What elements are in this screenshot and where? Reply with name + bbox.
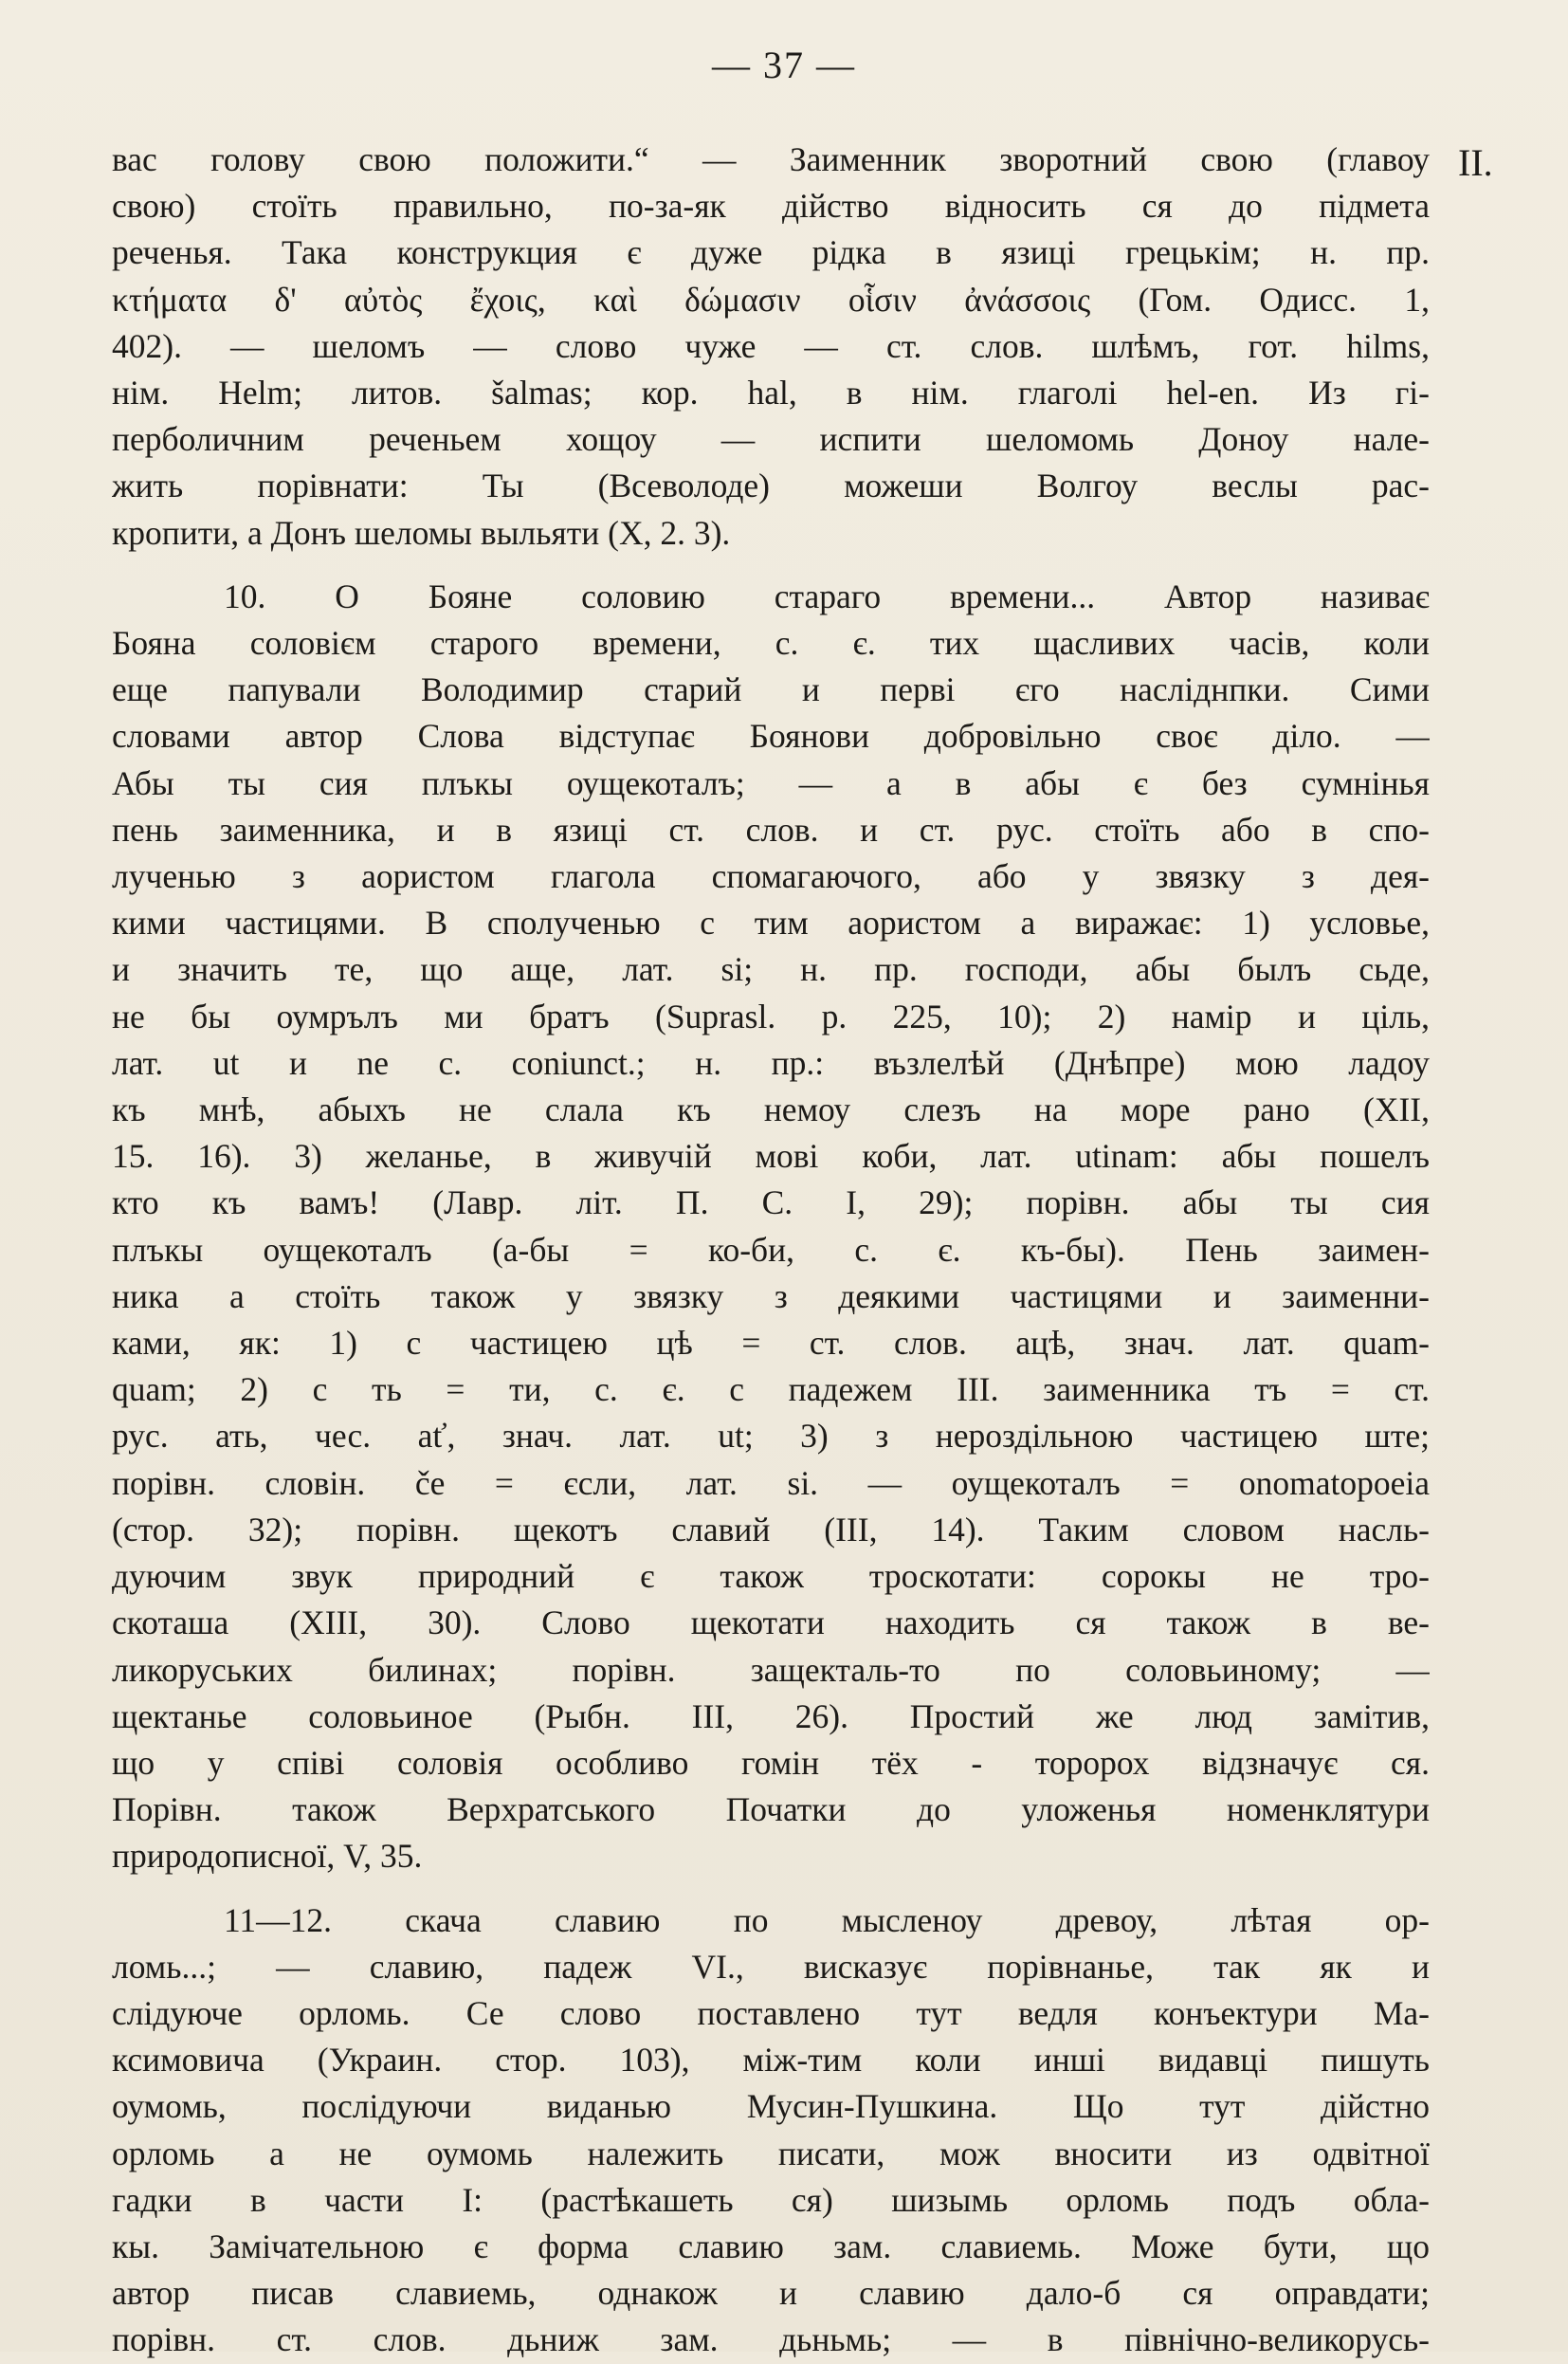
text-line: жить порівнати: Ты (Всеволоде) можеши Волгоу веслы рас- [112, 467, 1430, 505]
text-line: свою) стоїть правильно, по-за-як дійство відносить ся до підмета [112, 187, 1430, 226]
text-line: вас голову свою положити.“ — Заименник зворотний свою (главоу [112, 140, 1430, 178]
text-line: лученью з аористом глагола спомагаючого, або у звязку з дея- [112, 857, 1430, 896]
margin-note: II. [1458, 141, 1493, 184]
paragraph-2 [112, 574, 1430, 1880]
text-line: не бы оумрълъ ми братъ (Suprasl. p. 225, 10); 2) намір и ціль, [112, 997, 1430, 1035]
page-number: — 37 — [712, 44, 856, 86]
text-line: ликоруських билинах; порівн. защекталь-то по соловьиному; — [112, 1650, 1430, 1689]
text-line: 10. О Бояне соловию стараго времени... Автор називає [224, 577, 1430, 615]
text-line: Бояна соловієм старого времени, с. є. тих щасливих часів, коли [112, 624, 1430, 663]
text-line: 15. 16). 3) желанье, в живучій мові коби, лат. utinam: абы пошелъ [112, 1137, 1430, 1176]
text-line: слідуюче орломь. Се слово поставлено тут ведля конъектури Ма- [112, 1993, 1430, 2032]
text-line: лат. ut и ne c. coniunct.; н. пр.: възлелѣй (Днѣпре) мою ладоу [112, 1043, 1430, 1082]
text-line: оумомь, послідуючи виданью Мусин-Пушкина. Що тут дійстно [112, 2087, 1430, 2126]
text-line: дуючим звук природний є також троскотати: сорокы не тро- [112, 1557, 1430, 1596]
text-line: еще папували Володимир старий и перві єго насліднпки. Сими [112, 670, 1430, 709]
text-line: кто къ вамъ! (Лавр. літ. П. С. I, 29); порівн. абы ты сия [112, 1183, 1430, 1222]
text-line: пень заименника, и в язиці ст. слов. и ст. рус. стоїть або в спо- [112, 810, 1430, 849]
text-line: щектанье соловьиное (Рыбн. III, 26). Простий же люд замітив, [112, 1696, 1430, 1735]
paragraph-3 [112, 1897, 1430, 2364]
text-line: скоташа (XIII, 30). Слово щекотати находить ся також в ве- [112, 1603, 1430, 1642]
text-line: Порівн. також Верхратського Початки до уложенья номенклятури [112, 1790, 1430, 1829]
text-line: κτήματα δ' αὐτὸς ἔχοις, καὶ δώμασιν οἷσιν ἀνάσσοις (Гом. Одисс. 1, [112, 280, 1430, 319]
text-line: що у співі соловія особливо гомін тёх - торорох відзначує ся. [112, 1743, 1430, 1782]
text-line: 11—12. скача славию по мысленоу древоу, лѣтая ор- [224, 1900, 1430, 1939]
text-line: рус. ать, чес. ať, знач. лат. ut; 3) з нероздільною частицею ште; [112, 1417, 1430, 1456]
text-line: автор писав славиемь, однакож и славию дало-б ся оправдати; [112, 2274, 1430, 2313]
body-text [112, 137, 1430, 2364]
text-line: кими частицями. В сполученью с тим аористом а виражає: 1) условье, [112, 904, 1430, 943]
text-line: порівн. ст. слов. дьниж зам. дьньмь; — в північно-великорусь- [112, 2320, 1430, 2359]
text-line: реченья. Така конструкция є дуже рідка в язиці грецькім; н. пр. [112, 233, 1430, 272]
text-line: Абы ты сия плъкы оущекоталъ; — а в абы є без сумнінья [112, 763, 1430, 802]
text-line: словами автор Слова відступає Боянови добровільно своє діло. — [112, 717, 1430, 756]
text-line: ками, як: 1) с частицею цѣ = ст. слов. ацѣ, знач. лат. quam- [112, 1324, 1430, 1363]
text-line: нім. Helm; литов. šalmas; кор. hal, в нім. глаголі hel-en. Из гі- [112, 374, 1430, 412]
text-line: и значить те, що аще, лат. si; н. пр. господи, абы былъ сьде, [112, 950, 1430, 989]
text-line: ломь...; — славию, падеж VI., висказує порівнанье, так як и [112, 1947, 1430, 1986]
text-line: кы. Замічательною є форма славию зам. славиемь. Може бути, що [112, 2227, 1430, 2265]
text-line: перболичним реченьем хощоу — испити шеломомь Доноу нале- [112, 420, 1430, 459]
text-line: ксимовича (Украин. стор. 103), між-тим коли инші видавці пишуть [112, 2041, 1430, 2080]
text-line: плъкы оущекоталъ (а-бы = ко-би, с. є. къ-бы). Пень заимен- [112, 1230, 1430, 1269]
text-line: (стор. 32); порівн. щекотъ славий (III, 14). Таким словом насль- [112, 1510, 1430, 1549]
text-line: орломь а не оумомь належить писати, мож вносити из одвітної [112, 2134, 1430, 2172]
text-line: ника а стоїть також у звязку з деякими частицями и заименни- [112, 1276, 1430, 1315]
text-line: къ мнѣ, абыхъ не слала къ немоу слезъ на море рано (XII, [112, 1090, 1430, 1129]
text-line: quam; 2) с ть = ти, с. є. с падежем III. заименника тъ = ст. [112, 1370, 1430, 1409]
text-line: порівн. словін. če = єсли, лат. si. — оущекоталъ = onomatopoeia [112, 1463, 1430, 1502]
text-line: 402). — шеломъ — слово чуже — ст. слов. шлѣмъ, гот. hilms, [112, 326, 1430, 365]
text-line: гадки в части I: (растѣкашеть ся) шизымь орломь подъ обла- [112, 2180, 1430, 2219]
text-line: кропити, а Донъ шеломы выльяти (X, 2. 3). [112, 513, 731, 552]
paragraph-1 [112, 137, 1430, 557]
text-line: природописної, V, 35. [112, 1837, 423, 1876]
